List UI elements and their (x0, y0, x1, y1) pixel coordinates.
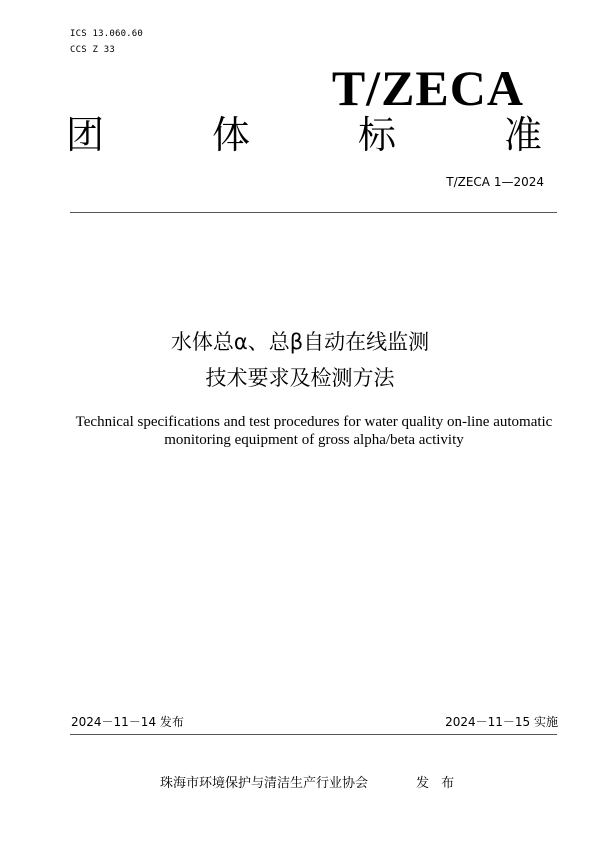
publish-label: 发 布 (416, 776, 459, 791)
publisher-name: 珠海市环境保护与清洁生产行业协会 (160, 776, 369, 791)
issue-date: 2024－11－14 发布 (71, 715, 184, 729)
standard-type-heading (66, 112, 542, 158)
standard-type-char: 团 (66, 113, 105, 157)
standard-type-char: 准 (503, 113, 542, 157)
standard-type-char: 标 (357, 113, 396, 157)
title-english-line-2: monitoring equipment of gross alpha/beta activity (164, 432, 464, 448)
title-chinese-line-2: 技术要求及检测方法 (205, 366, 395, 390)
implementation-date: 2024－11－15 实施 (445, 715, 558, 729)
title-chinese-line-1: 水体总α、总β自动在线监测 (170, 330, 430, 354)
header-divider (70, 212, 557, 213)
title-english-line-1: Technical specifications and test procedures for water quality on-line automatic (75, 414, 553, 430)
standard-type-char: 体 (211, 113, 250, 157)
standard-number: T/ZECA 1—2024 (446, 175, 544, 189)
ccs-code: CCS Z 33 (70, 45, 115, 55)
ics-code: ICS 13.060.60 (70, 29, 144, 39)
footer-divider (70, 734, 557, 735)
organization-mark: T/ZECA (331, 60, 524, 116)
